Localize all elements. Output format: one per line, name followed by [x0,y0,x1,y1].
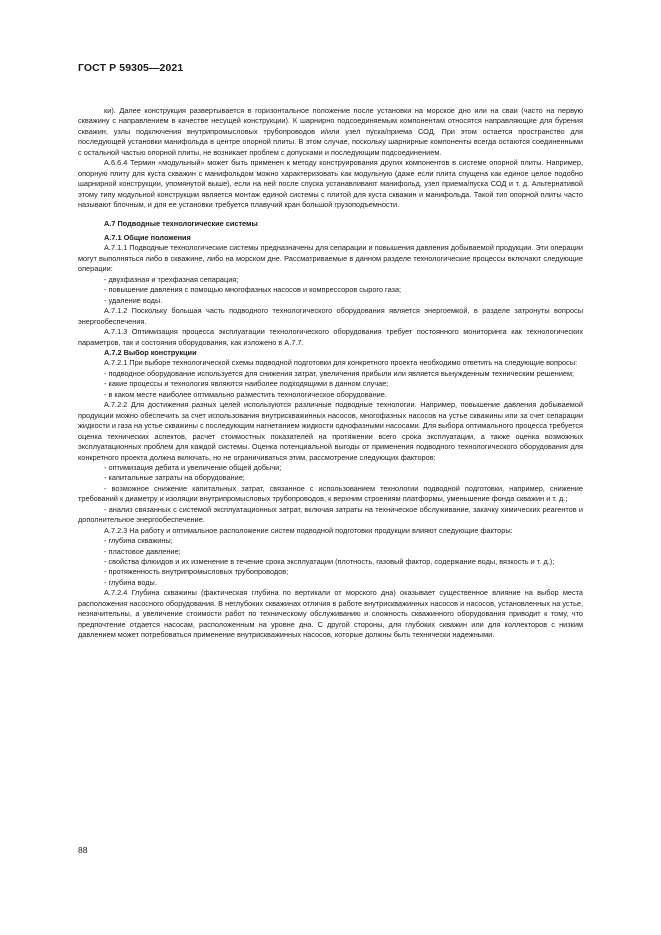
subsection-heading-a7-2: А.7.2 Выбор конструкции [104,347,197,357]
paragraph-a7-2-4: А.7.2.4 Глубина скважины (фактическая глубина по вертикали от морского дна) оказывает существенное влияние на выбор места расположения насосного оборудования. В неглубоких скважинах отличия в работе внутрискважинных насосов и насосов, установленных на устье, незначительны, а увеличение стоимости работ по техническому обслуживанию и сложность скважинного оборудования приводит к тому, что предпочтение отдается насосам, расположенным на уровне дна. С другой стороны, для глубоких скважин или для коллекторов с низким давлением может потребоваться применение внутрискважинных насосов, которые должны быть технически надежными. [78,588,583,640]
list-item: - анализ связанных с системой эксплуатационных затрат, включая затраты на техническое обслуживание, закачку химических реагентов и дополнительное энергообеспечение. [78,504,583,525]
list-item: - пластовое давление; [104,546,181,556]
list-item: - двухфазная и трехфазная сепарация; [104,274,239,284]
list-item: - какие процессы и технология являются наиболее подходящими в данном случае; [104,379,389,389]
paragraph: ки). Далее конструкция развертывается в горизонтальное положение после установки на морское дно или на сваи (часто на первую скважину с направлением в качестве несущей конструкции). К шарнирно подсоединяемым компонентам относятся направляющие для бурения скважин, узлы подключения внутрипромысловых трубопроводов и/или узел пуска/приема СОД. При этом остается пространство для последующей установки манифольда в центре опорной плиты. В этом случае, поскольку шарнирные компоненты всегда остаются соединенными с остальной частью опорной плиты, не возникает проблем с допусками и последующим подсоединением. [78,106,583,157]
list-item: - возможное снижение капитальных затрат, связанное с использованием технологии подводной подготовки, например, снижение требований к диаметру и изоляции внутрипромысловых трубопроводов, к верхним строениям платформы, уменьшение фонда скважин и т. д.; [78,483,583,504]
list-item: - капитальные затраты на оборудование; [104,473,245,483]
paragraph-a7-2-1: А.7.2.1 При выборе технологической схемы подводной подготовки для конкретного проекта необходимо ответить на следующие вопросы: [104,358,578,368]
page-number: 88 [78,845,88,855]
document-body [78,106,583,641]
list-item: - удаление воды. [104,295,163,305]
list-item: - в каком месте наиболее оптимально разместить технологическое оборудование. [104,389,387,399]
subsection-heading-a7-1: А.7.1 Общие положения [104,232,191,242]
paragraph-a7-2-3: А.7.2.3 На работу и оптимальное расположение систем подводной подготовки продукции влияют следующие факторы: [104,525,513,535]
paragraph-a6-6-4: А.6.6.4 Термин «модульный» может быть применен к методу конструирования других компонентов в системе опорной плиты. Например, опорную плиту для куста скважин с манифольдом можно характеризовать как модульную (даже если плита спущена как единое целое подобно шарнирной конструкции, упомянутой выше), если на ней после спуска устанавливают манифольд, узел приема/пуска СОД и т. д. Альтернативой этому типу модульной конструкции является монтаж единой системы с плитой для куста скважин и манифольда. Такой тип опорной плиты часто называют блочным, и для ее установки требуется плавучий кран большой грузоподъемности. [78,158,583,210]
list-item: - свойства флюидов и их изменение в течение срока эксплуатации (плотность, газовый фактор, содержание воды, вязкость и т. д.); [104,557,555,567]
paragraph-a7-1-1: А.7.1.1 Подводные технологические системы предназначены для сепарации и повышения давления добываемой продукции. Эти операции могут выполняться либо в скважине, либо на морском дне. Рассматриваемые в данном разделе технологические процессы включают следующие операции: [78,243,583,274]
list-item: - глубина воды. [104,577,157,587]
paragraph-a7-2-2: А.7.2.2 Для достижения разных целей используются различные подводные технологии. Например, повышение давления добываемой продукции можно обеспечить за счет использования внутрискважинных насосов, многофазных насосов на устье скважины или за счет сепарации жидкости и газа на устье скважины с последующим нагнетанием жидкости однофазными насосами. Для выбора оптимального процесса требуется оценка технических аспектов, расчет стоимостных показателей на протяжении всего срока эксплуатации, а также оценка возможных эксплуатационных проблем для каждой системы. Оценка потенциальной выгоды от применения подводного технологического оборудования для конкретного проекта должна включать, но не ограничиваться этим, рассмотрение следующих факторов: [78,400,583,462]
list-item: - повышение давления с помощью многофазных насосов и компрессоров сырого газа; [104,285,402,295]
list-item: - глубина скважины; [104,536,173,546]
list-item: - подводное оборудование используется для снижения затрат, увеличения прибыли или является вынужденным техническим решением; [104,368,575,378]
standard-header: ГОСТ Р 59305—2021 [78,62,184,74]
section-heading-a7: А.7 Подводные технологические системы [104,218,258,228]
paragraph-a7-1-3: А.7.1.3 Оптимизация процесса эксплуатации технологического оборудования требует постоянного мониторинга как технологических параметров, так и состояния оборудования, как изложено в А.7.7. [78,327,583,347]
list-item: - оптимизация дебита и увеличение общей добычи; [104,462,282,472]
list-item: - протяженность внутрипромысловых трубопроводов; [104,567,289,577]
paragraph-a7-1-2: А.7.1.2 Поскольку большая часть подводного технологического оборудования является энергоемкой, в разделе затронуты вопросы энергообеспечения. [78,306,583,326]
